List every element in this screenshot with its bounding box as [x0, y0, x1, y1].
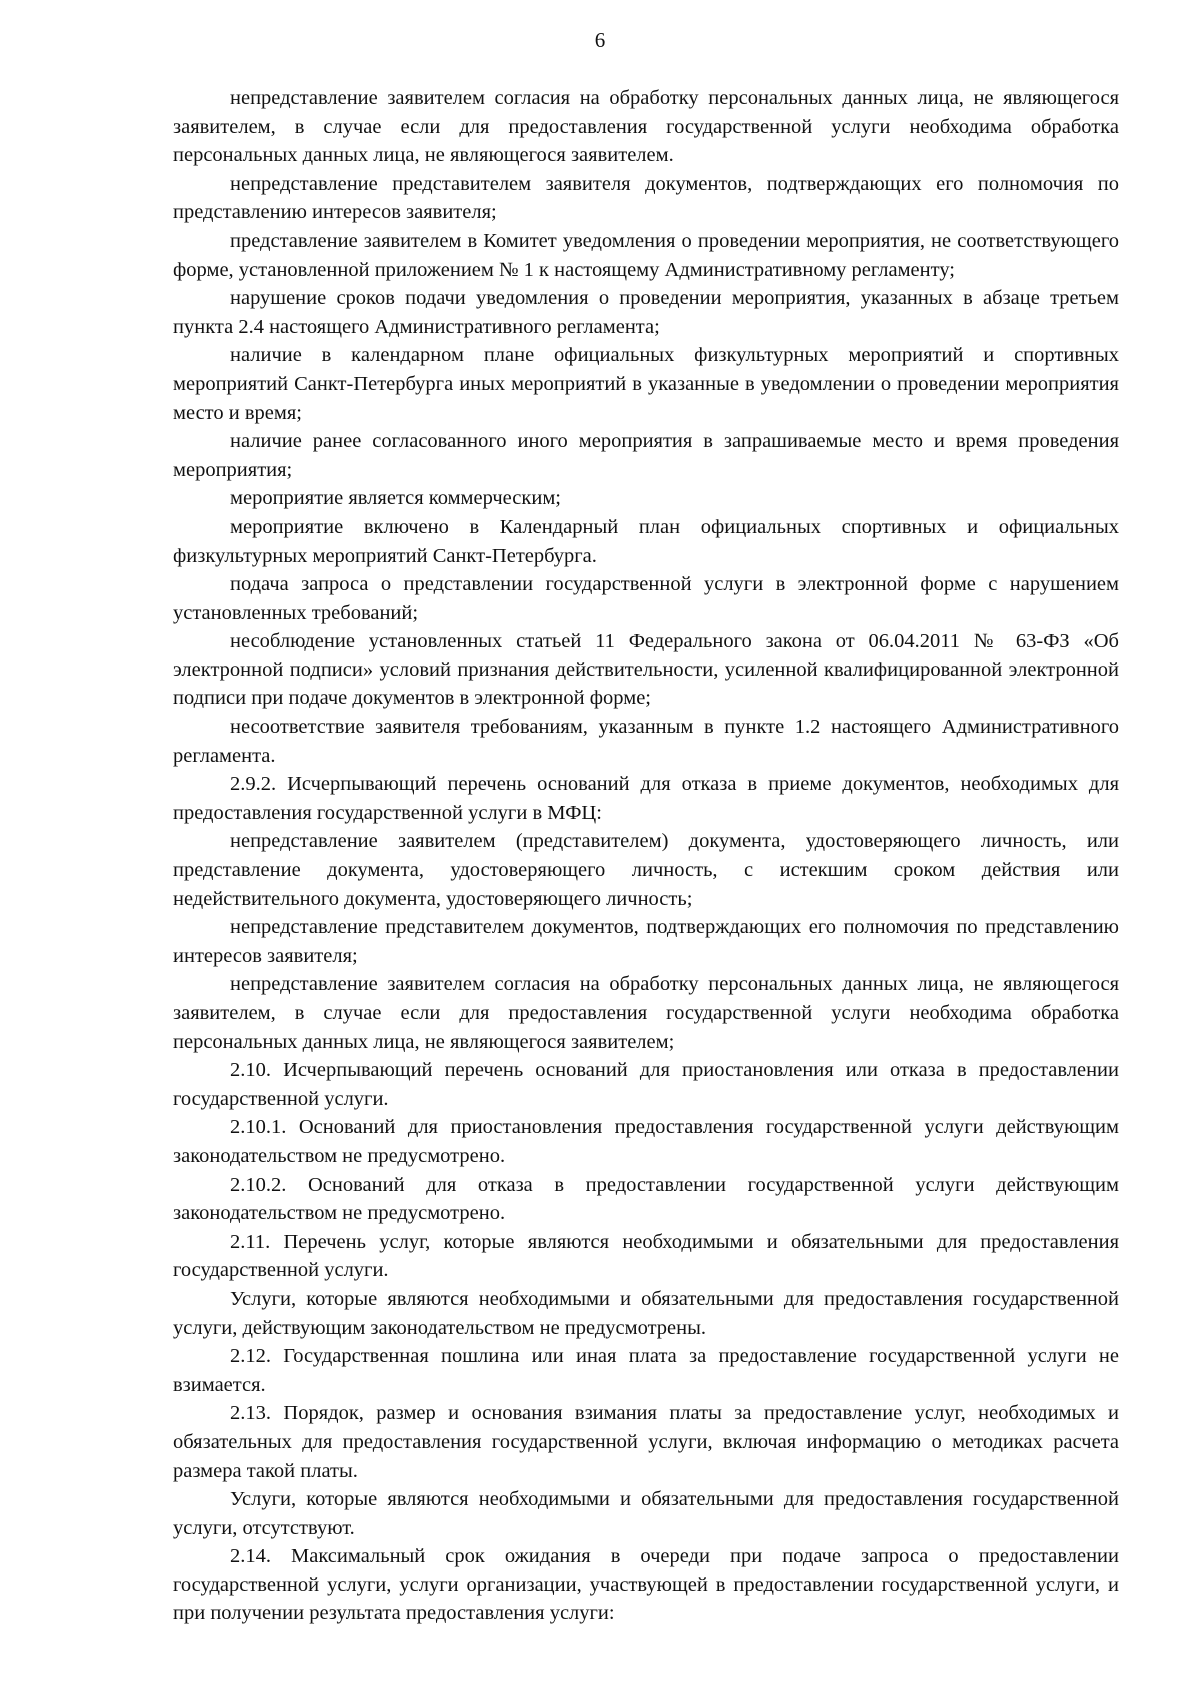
section-2-13-paragraph: 2.13. Порядок, размер и основания взимания платы за предоставление услуг, необходимых и обязательных для предоставления государственной услуги, включая информацию о методиках расчета размера такой платы.: [173, 1402, 1119, 1482]
paragraph: несоблюдение установленных статьей 11 Федерального закона от 06.04.2011 № 63-ФЗ «Об электронной подписи» условий признания действительности, усиленной квалифицированной электронной подписи при подаче документов в электронной форме;: [173, 630, 1119, 710]
section-2-9-2-paragraph: 2.9.2. Исчерпывающий перечень оснований для отказа в приеме документов, необходимых для предоставления государственной услуги в МФЦ:: [173, 773, 1119, 824]
paragraph: представление заявителем в Комитет уведомления о проведении мероприятия, не соответствующего форме, установленной приложением № 1 к настоящему Административному регламенту;: [173, 229, 1119, 281]
paragraph: Услуги, которые являются необходимыми и обязательными для предоставления государственной услуги, отсутствуют.: [173, 1488, 1119, 1539]
paragraph: непредставление заявителем (представителем) документа, удостоверяющего личность, или представление документа, удостоверяющего личность, с истекшим сроком действия или недействительного документа, удостоверяющего личность;: [173, 830, 1119, 910]
paragraph: нарушение сроков подачи уведомления о проведении мероприятия, указанных в абзаце третьем пункта 2.4 настоящего Административного регламента;: [173, 287, 1119, 338]
section-2-11-paragraph: 2.11. Перечень услуг, которые являются необходимыми и обязательными для предоставления государственной услуги.: [173, 1230, 1119, 1282]
paragraph: подача запроса о представлении государственной услуги в электронной форме с нарушением установленных требований;: [173, 573, 1119, 624]
paragraph: мероприятие включено в Календарный план официальных спортивных и официальных физкультурных мероприятий Санкт-Петербурга.: [173, 515, 1119, 567]
document-body: [173, 84, 1119, 1628]
section-2-10-2-paragraph: 2.10.2. Оснований для отказа в предоставлении государственной услуги действующим законодательством не предусмотрено.: [173, 1173, 1119, 1225]
paragraph: несоответствие заявителя требованиям, указанным в пункте 1.2 настоящего Административного регламента.: [173, 716, 1119, 767]
section-2-10-1-paragraph: 2.10.1. Оснований для приостановления предоставления государственной услуги действующим законодательством не предусмотрено.: [173, 1116, 1119, 1167]
paragraph: непредставление заявителем согласия на обработку персональных данных лица, не являющегося заявителем, в случае если для предоставления государственной услуги необходима обработка персональных данных лица, не являющегося заявителем;: [173, 973, 1119, 1053]
paragraph: непредставление представителем документов, подтверждающих его полномочия по представлению интересов заявителя;: [173, 916, 1119, 967]
section-2-12-paragraph: 2.12. Государственная пошлина или иная плата за предоставление государственной услуги не взимается.: [173, 1345, 1119, 1396]
page-number: 6: [594, 28, 606, 52]
paragraph: непредставление представителем заявителя документов, подтверждающих его полномочия по представлению интересов заявителя;: [173, 172, 1119, 224]
section-2-14-paragraph: 2.14. Максимальный срок ожидания в очереди при подаче запроса о предоставлении государственной услуги, услуги организации, участвующей в предоставлении государственной услуги, и при получении результата предоставления услуги:: [173, 1545, 1119, 1625]
paragraph: мероприятие является коммерческим;: [230, 487, 561, 510]
paragraph: наличие в календарном плане официальных физкультурных мероприятий и спортивных мероприятий Санкт-Петербурга иных мероприятий в указанные в уведомлении о проведении мероприятия место и время;: [173, 344, 1119, 424]
paragraph: наличие ранее согласованного иного мероприятия в запрашиваемые место и время проведения мероприятия;: [173, 430, 1119, 481]
paragraph: Услуги, которые являются необходимыми и обязательными для предоставления государственной услуги, действующим законодательством не предусмотрены.: [173, 1287, 1119, 1339]
paragraph: непредставление заявителем согласия на обработку персональных данных лица, не являющегося заявителем, в случае если для предоставления государственной услуги необходима обработка персональных данных лица, не являющегося заявителем.: [173, 87, 1119, 167]
section-2-10-paragraph: 2.10. Исчерпывающий перечень оснований для приостановления или отказа в предоставлении государственной услуги.: [173, 1059, 1119, 1110]
